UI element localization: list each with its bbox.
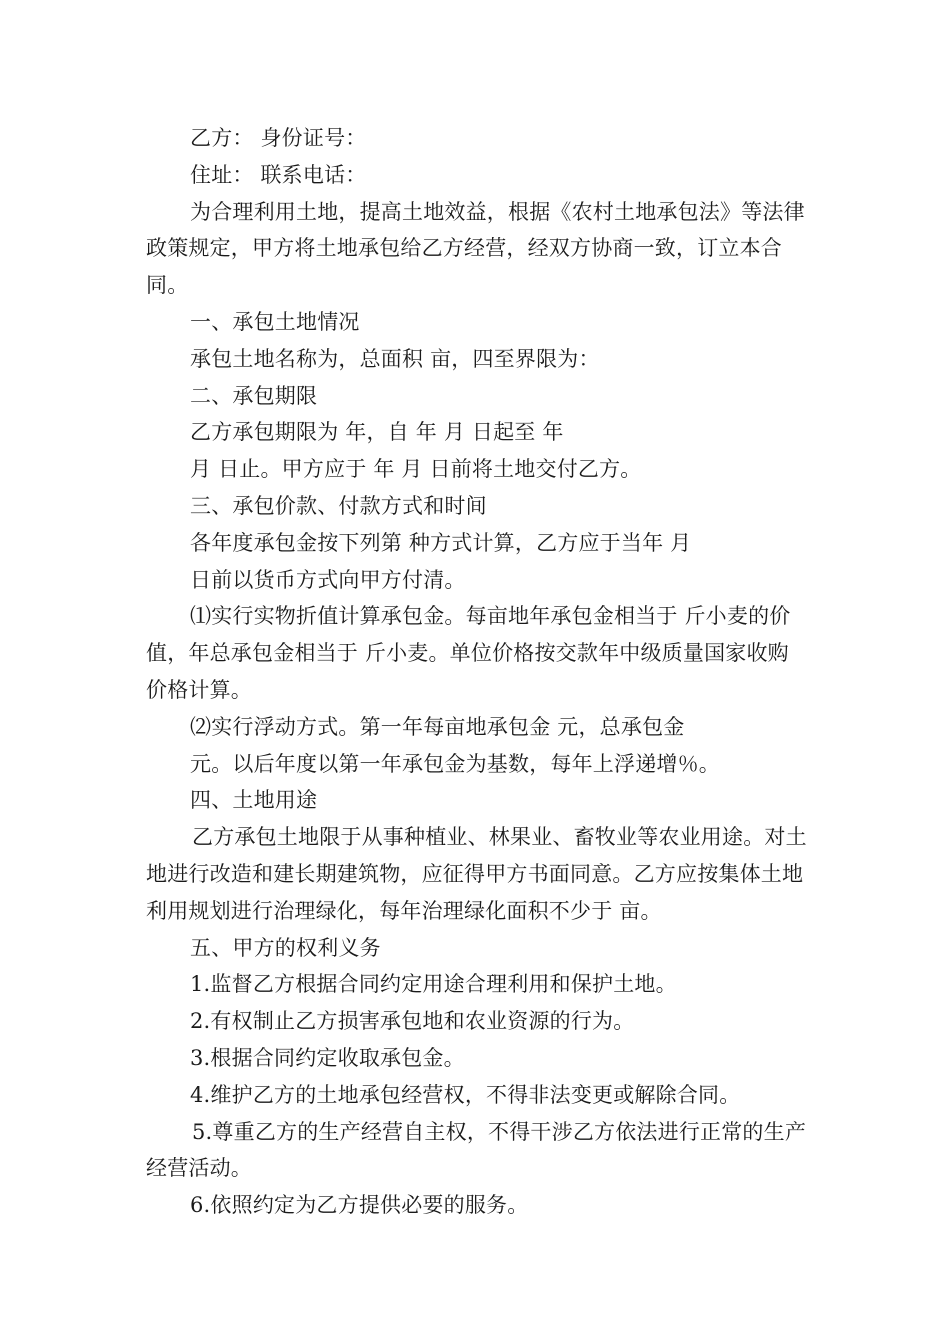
payment-line-1: 各年度承包金按下列第 种方式计算，乙方应于当年 月 — [190, 530, 692, 555]
term-line-2: 月 日止。甲方应于 年 月 日前将土地交付乙方。 — [190, 457, 642, 482]
contract-body — [146, 120, 810, 1224]
party-a-duty-3: 3.根据合同约定收取承包金。 — [190, 1045, 465, 1070]
section-heading-5: 五、甲方的权利义务 — [190, 935, 381, 960]
section-heading-2: 二、承包期限 — [190, 383, 318, 408]
payment-option-2-line-2: 元。以后年度以第一年承包金为基数，每年上浮递增％。 — [190, 751, 720, 776]
section-heading-1: 一、承包土地情况 — [190, 309, 360, 334]
party-a-duty-1: 1.监督乙方根据合同约定用途合理利用和保护土地。 — [190, 972, 677, 997]
preamble-paragraph: 为合理利用土地，提高土地效益，根据《农村土地承包法》等法律政策规定，甲方将土地承包给乙方经营，经双方协商一致，订立本合同。 — [146, 199, 805, 298]
section-heading-3: 三、承包价款、付款方式和时间 — [190, 493, 487, 518]
party-a-duty-6: 6.依照约定为乙方提供必要的服务。 — [190, 1193, 529, 1218]
payment-option-1: ⑴实行实物折值计算承包金。每亩地年承包金相当于 斤小麦的价值，年总承包金相当于 斤小麦。单位价格按交款年中级质量国家收购价格计算。 — [146, 604, 791, 702]
land-use-paragraph: 乙方承包土地限于从事种植业、林果业、畜牧业等农业用途。对土地进行改造和建长期建筑物，应征得甲方书面同意。乙方应按集体土地利用规划进行治理绿化，每年治理绿化面积不少于 亩。 — [146, 825, 807, 923]
party-a-duty-2: 2.有权制止乙方损害承包地和农业资源的行为。 — [190, 1009, 635, 1034]
section-heading-4: 四、土地用途 — [190, 788, 318, 813]
address-phone-line: 住址： 联系电话： — [190, 162, 367, 187]
party-b-id-line: 乙方： 身份证号： — [190, 126, 367, 150]
payment-option-2-line-1: ⑵实行浮动方式。第一年每亩地承包金 元，总承包金 — [190, 714, 685, 739]
payment-line-2: 日前以货币方式向甲方付清。 — [190, 567, 466, 592]
party-a-duty-5: 5.尊重乙方的生产经营自主权，不得干涉乙方依法进行正常的生产经营活动。 — [146, 1119, 807, 1181]
term-line-1: 乙方承包期限为 年，自 年 月 日起至 年 — [190, 420, 564, 445]
land-description-line: 承包土地名称为，总面积 亩，四至界限为： — [190, 346, 600, 371]
party-a-duty-4: 4.维护乙方的土地承包经营权，不得非法变更或解除合同。 — [190, 1082, 741, 1107]
